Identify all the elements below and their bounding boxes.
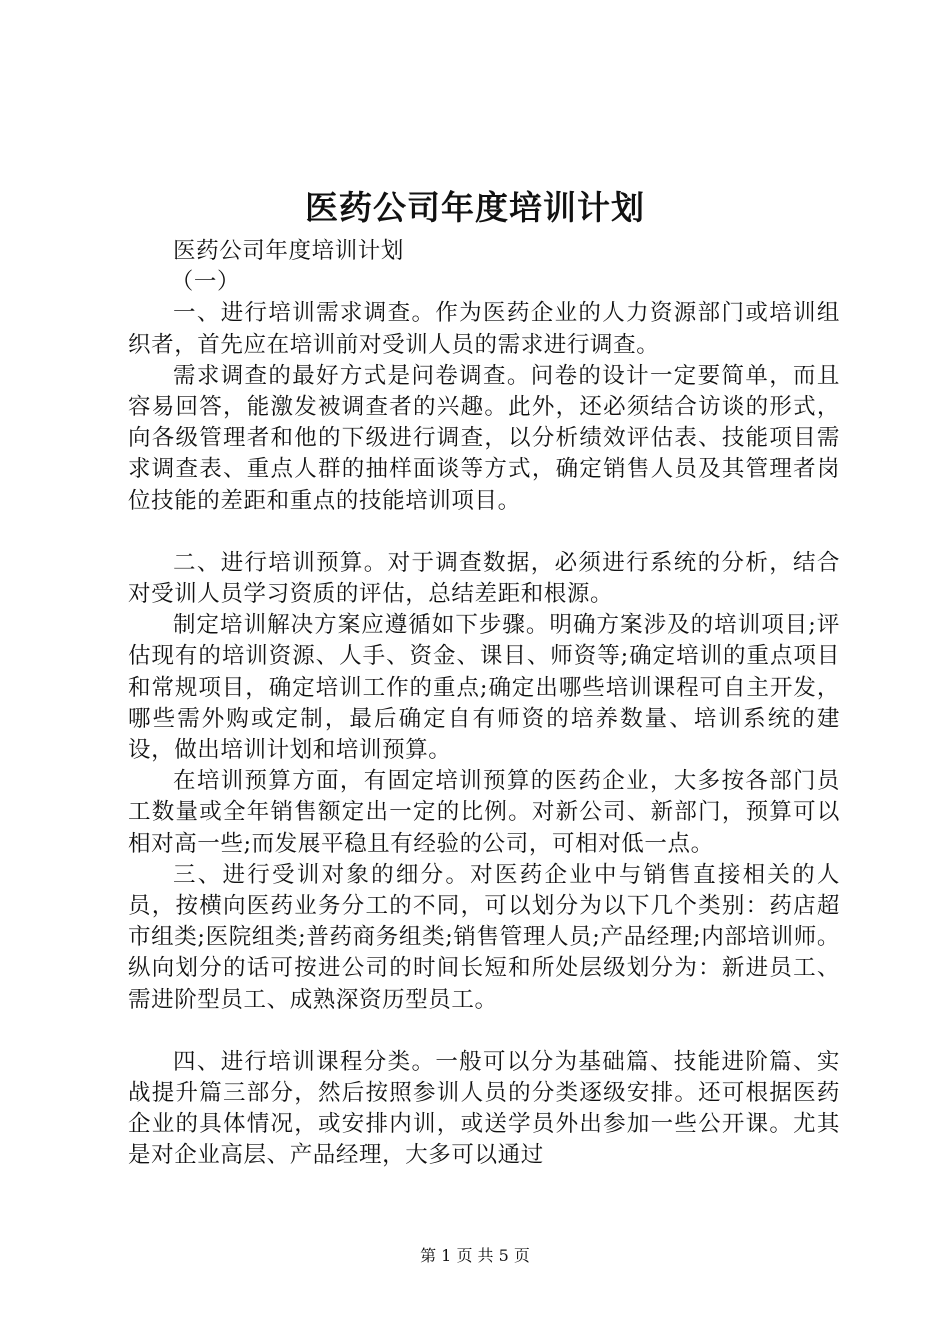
paragraph-5: 在培训预算方面，有固定培训预算的医药企业，大多按各部门员工数量或全年销售额定出一定的比例。对新公司、新部门，预算可以相对高一些;而发展平稳且有经验的公司，可相对低一点。	[128, 768, 840, 857]
paragraph-7: 四、进行培训课程分类。一般可以分为基础篇、技能进阶篇、实战提升篇三部分，然后按照参训人员的分类逐级安排。还可根据医药企业的具体情况，或安排内训，或送学员外出参加一些公开课。尤其是对企业高层、产品经理，大多可以通过	[128, 1048, 840, 1169]
paragraph-3: 二、进行培训预算。对于调查数据，必须进行系统的分析，结合对受训人员学习资质的评估，总结差距和根源。	[128, 549, 840, 608]
paragraph-1: 一、进行培训需求调查。作为医药企业的人力资源部门或培训组织者，首先应在培训前对受训人员的需求进行调查。	[128, 300, 840, 358]
paragraph-gap	[128, 517, 840, 548]
paragraph-6: 三、进行受训对象的细分。对医药企业中与销售直接相关的人员，按横向医药业务分工的不同，可以划分为以下几个类别：药店超市组类;医院组类;普药商务组类;销售管理人员;产品经理;内部培训师。纵向划分的话可按进公司的时间长短和所处层级划分为：新进员工、需进阶型员工、成熟深资历型员工。	[128, 861, 840, 1013]
paragraph-gap	[128, 1016, 840, 1047]
subtitle: 医药公司年度培训计划	[173, 238, 405, 264]
page-number-footer: 第 1 页 共 5 页	[420, 1246, 530, 1265]
section-marker: （一）	[170, 269, 241, 296]
document-title: 医药公司年度培训计划	[305, 188, 645, 227]
document-body	[128, 236, 840, 1172]
paragraph-4: 制定培训解决方案应遵循如下步骤。明确方案涉及的培训项目;评估现有的培训资源、人手、资金、课目、师资等;确定培训的重点项目和常规项目，确定培训工作的重点;确定出哪些培训课程可自主开发，哪些需外购或定制，最后确定自有师资的培养数量、培训系统的建设，做出培训计划和培训预算。	[128, 612, 840, 764]
paragraph-2: 需求调查的最好方式是问卷调查。问卷的设计一定要简单，而且容易回答，能激发被调查者的兴趣。此外，还必须结合访谈的形式，向各级管理者和他的下级进行调查，以分析绩效评估表、技能项目需求调查表、重点人群的抽样面谈等方式，确定销售人员及其管理者岗位技能的差距和重点的技能培训项目。	[128, 362, 840, 514]
